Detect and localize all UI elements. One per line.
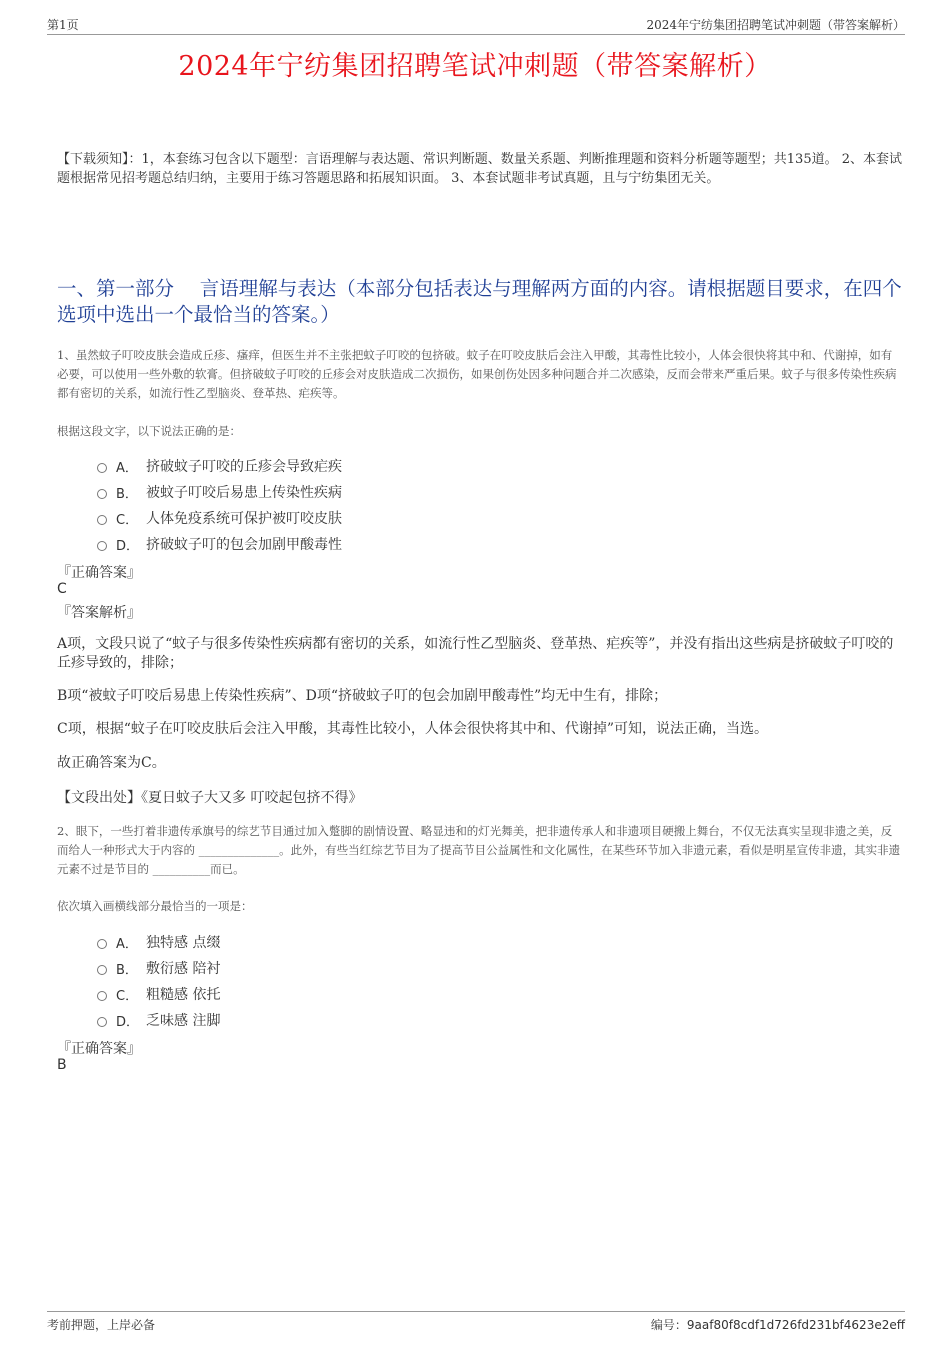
option-letter: D． xyxy=(116,538,140,554)
page-footer xyxy=(47,1311,905,1334)
radio-icon[interactable] xyxy=(97,965,107,975)
header-doc-name: 2024年宁纺集团招聘笔试冲刺题（带答案解析） xyxy=(646,18,905,32)
q2-answer-tag: 『正确答案』 xyxy=(57,1041,141,1057)
q1-option-c[interactable] xyxy=(97,508,342,528)
q1-option-d[interactable] xyxy=(97,534,342,554)
question-2-prompt: 依次填入画横线部分最恰当的一项是： xyxy=(57,899,253,913)
option-letter: C． xyxy=(116,988,139,1004)
question-1-text: 1、虽然蚊子叮咬皮肤会造成丘疹、瘙痒，但医生并不主张把蚊子叮咬的包挤破。蚊子在叮咬皮肤后会注入甲酸，其毒性比较小，人体会很快将其中和、代谢掉，如有必要，可以使用一些外敷的软膏。但挤破蚊子叮咬的丘疹会对皮肤造成二次损伤，如果创伤处因多种问题合并二次感染，反而会带来严重后果。蚊子与很多传染性疾病都有密切的关系，如流行性乙型脑炎、登革热、疟疾等。 xyxy=(57,348,897,400)
q1-source: 【文段出处】《夏日蚊子大又多 叮咬起包挤不得》 xyxy=(57,790,363,806)
q1-analysis-tag: 『答案解析』 xyxy=(57,605,141,621)
radio-icon[interactable] xyxy=(97,463,107,473)
radio-icon[interactable] xyxy=(97,991,107,1001)
q1-option-b[interactable] xyxy=(97,482,342,502)
question-1-prompt: 根据这段文字，以下说法正确的是： xyxy=(57,424,241,438)
option-text: 挤破蚊子叮的包会加剧甲酸毒性 xyxy=(146,537,342,553)
option-text: 敷衍感 陪衬 xyxy=(146,961,221,977)
option-letter: B． xyxy=(116,962,138,978)
option-text: 粗糙感 依托 xyxy=(146,987,221,1003)
q2-answer: B xyxy=(57,1057,67,1073)
footer-slogan: 考前押题，上岸必备 xyxy=(47,1318,156,1332)
option-text: 被蚊子叮咬后易患上传染性疾病 xyxy=(146,485,342,501)
q2-option-b[interactable] xyxy=(97,958,220,978)
radio-icon[interactable] xyxy=(97,541,107,551)
section-heading: 一、第一部分 言语理解与表达（本部分包括表达与理解两方面的内容。请根据题目要求，在四个选项中选出一个最恰当的答案。） xyxy=(57,277,902,326)
radio-icon[interactable] xyxy=(97,939,107,949)
radio-icon[interactable] xyxy=(97,489,107,499)
q1-analysis-conclusion: 故正确答案为C。 xyxy=(57,755,166,771)
q1-answer: C xyxy=(57,581,67,597)
option-text: 人体免疫系统可保护被叮咬皮肤 xyxy=(146,511,342,527)
option-letter: D． xyxy=(116,1014,140,1030)
footer-doc-id: 编号：9aaf80f8cdf1d726fd231bf4623e2eff xyxy=(650,1318,905,1332)
q2-option-a[interactable] xyxy=(97,932,220,952)
option-letter: A． xyxy=(116,460,138,476)
page-number: 第1页 xyxy=(47,18,79,32)
q1-analysis-c: C项，根据“蚊子在叮咬皮肤后会注入甲酸，其毒性比较小，人体会很快将其中和、代谢掉”可知，说法正确，当选。 xyxy=(57,721,769,737)
download-notice: 【下载须知】：1，本套练习包含以下题型：言语理解与表达题、常识判断题、数量关系题、判断推理题和资料分析题等题型；共135道。 2、本套试题根据常见招考题总结归纳，主要用于练习答题思路和拓展知识面。 3、本套试题非考试真题，且与宁纺集团无关。 xyxy=(57,152,902,186)
q1-option-a[interactable] xyxy=(97,456,342,476)
option-text: 挤破蚊子叮咬的丘疹会导致疟疾 xyxy=(146,459,342,475)
option-letter: A． xyxy=(116,936,138,952)
q1-answer-tag: 『正确答案』 xyxy=(57,565,141,581)
option-letter: C． xyxy=(116,512,139,528)
q2-option-c[interactable] xyxy=(97,984,220,1004)
page-header xyxy=(47,14,905,35)
question-2-text: 2、眼下，一些打着非遗传承旗号的综艺节目通过加入蹩脚的剧情设置、略显违和的灯光舞美，把非遗传承人和非遗项目硬搬上舞台，不仅无法真实呈现非遗之美，反而给人一种形式大于内容的 ______________。此外，有些当红综艺节目为了提高节目公益属性和文化属性，在某些环节加入非遗元素，看似是明星宣传非遗，其实非遗元素不过是节目的 __________而已。 xyxy=(57,824,901,876)
radio-icon[interactable] xyxy=(97,515,107,525)
radio-icon[interactable] xyxy=(97,1017,107,1027)
q1-analysis-a: A项，文段只说了“蚊子与很多传染性疾病都有密切的关系，如流行性乙型脑炎、登革热、疟疾等”，并没有指出这些病是挤破蚊子叮咬的丘疹导致的，排除； xyxy=(57,636,894,671)
q1-analysis-bd: B项“被蚊子叮咬后易患上传染性疾病”、D项“挤破蚊子叮的包会加剧甲酸毒性”均无中生有，排除； xyxy=(57,688,668,704)
option-letter: B． xyxy=(116,486,138,502)
option-text: 独特感 点缀 xyxy=(146,935,221,951)
option-text: 乏味感 注脚 xyxy=(146,1013,221,1029)
q2-option-d[interactable] xyxy=(97,1010,220,1030)
document-title: 2024年宁纺集团招聘笔试冲刺题（带答案解析） xyxy=(178,51,772,82)
